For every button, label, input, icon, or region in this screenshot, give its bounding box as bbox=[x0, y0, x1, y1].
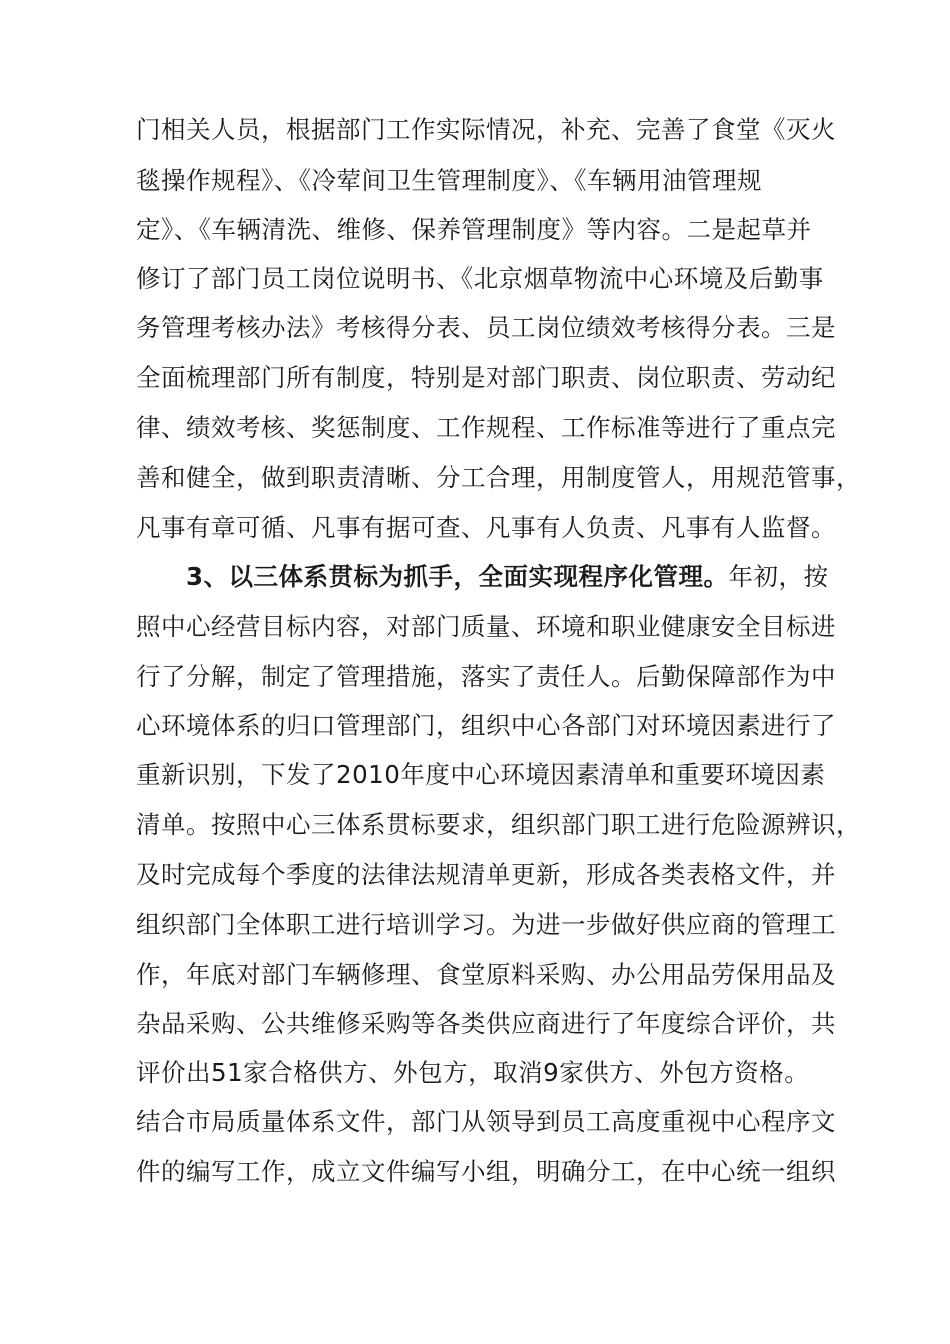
body-text-line: 全面梳理部门所有制度，特别是对部门职责、岗位职责、劳动纪 bbox=[136, 363, 836, 392]
body-text-line: 评价出51家合格供方、外包方，取消9家供方、外包方资格。 bbox=[136, 1058, 810, 1087]
body-text-line: 件的编写工作，成立文件编写小组，明确分工，在中心统一组织 bbox=[136, 1157, 836, 1186]
body-text-line: 作，年底对部门车辆修理、食堂原料采购、办公用品劳保用品及 bbox=[136, 960, 836, 989]
body-text-line: 修订了部门员工岗位说明书、《北京烟草物流中心环境及后勤事 bbox=[136, 264, 824, 293]
body-text-line: 凡事有章可循、凡事有据可查、凡事有人负责、凡事有人监督。 bbox=[136, 513, 836, 542]
body-text-line: 毯操作规程》、《冷荤间卫生管理制度》、《车辆用油管理规 bbox=[136, 166, 762, 195]
body-text-line: 照中心经营目标内容，对部门质量、环境和职业健康安全目标进 bbox=[136, 612, 836, 641]
body-text-line: 结合市局质量体系文件，部门从领导到员工高度重视中心程序文 bbox=[136, 1107, 836, 1136]
body-text-line: 善和健全，做到职责清晰、分工合理，用制度管人，用规范管事， bbox=[136, 463, 861, 492]
body-text-line: 及时完成每个季度的法律法规清单更新，形成各类表格文件，并 bbox=[136, 860, 836, 889]
body-text-line: 门相关人员，根据部门工作实际情况，补充、完善了食堂《灭火 bbox=[136, 115, 836, 144]
body-text-line: 务管理考核办法》考核得分表、员工岗位绩效考核得分表。三是 bbox=[136, 313, 836, 342]
section-3-first-line bbox=[186, 557, 829, 597]
body-text-line: 律、绩效考核、奖惩制度、工作规程、工作标准等进行了重点完 bbox=[136, 413, 836, 442]
body-text-line: 定》、《车辆清洗、维修、保养管理制度》等内容。二是起草并 bbox=[136, 215, 812, 244]
section-3-lead-text: 年初，按 bbox=[728, 562, 829, 591]
body-text-line: 清单。按照中心三体系贯标要求，组织部门职工进行危险源辨识， bbox=[136, 810, 861, 839]
body-text-line: 心环境体系的归口管理部门，组织中心各部门对环境因素进行了 bbox=[136, 711, 836, 740]
body-text-line: 杂品采购、公共维修采购等各类供应商进行了年度综合评价，共 bbox=[136, 1009, 836, 1038]
body-text-line: 组织部门全体职工进行培训学习。为进一步做好供应商的管理工 bbox=[136, 910, 836, 939]
section-3-heading: 3、以三体系贯标为抓手，全面实现程序化管理。 bbox=[186, 562, 729, 591]
body-text-line: 行了分解，制定了管理措施，落实了责任人。后勤保障部作为中 bbox=[136, 662, 836, 691]
body-text-line: 重新识别，下发了2010年度中心环境因素清单和重要环境因素 bbox=[136, 760, 826, 789]
